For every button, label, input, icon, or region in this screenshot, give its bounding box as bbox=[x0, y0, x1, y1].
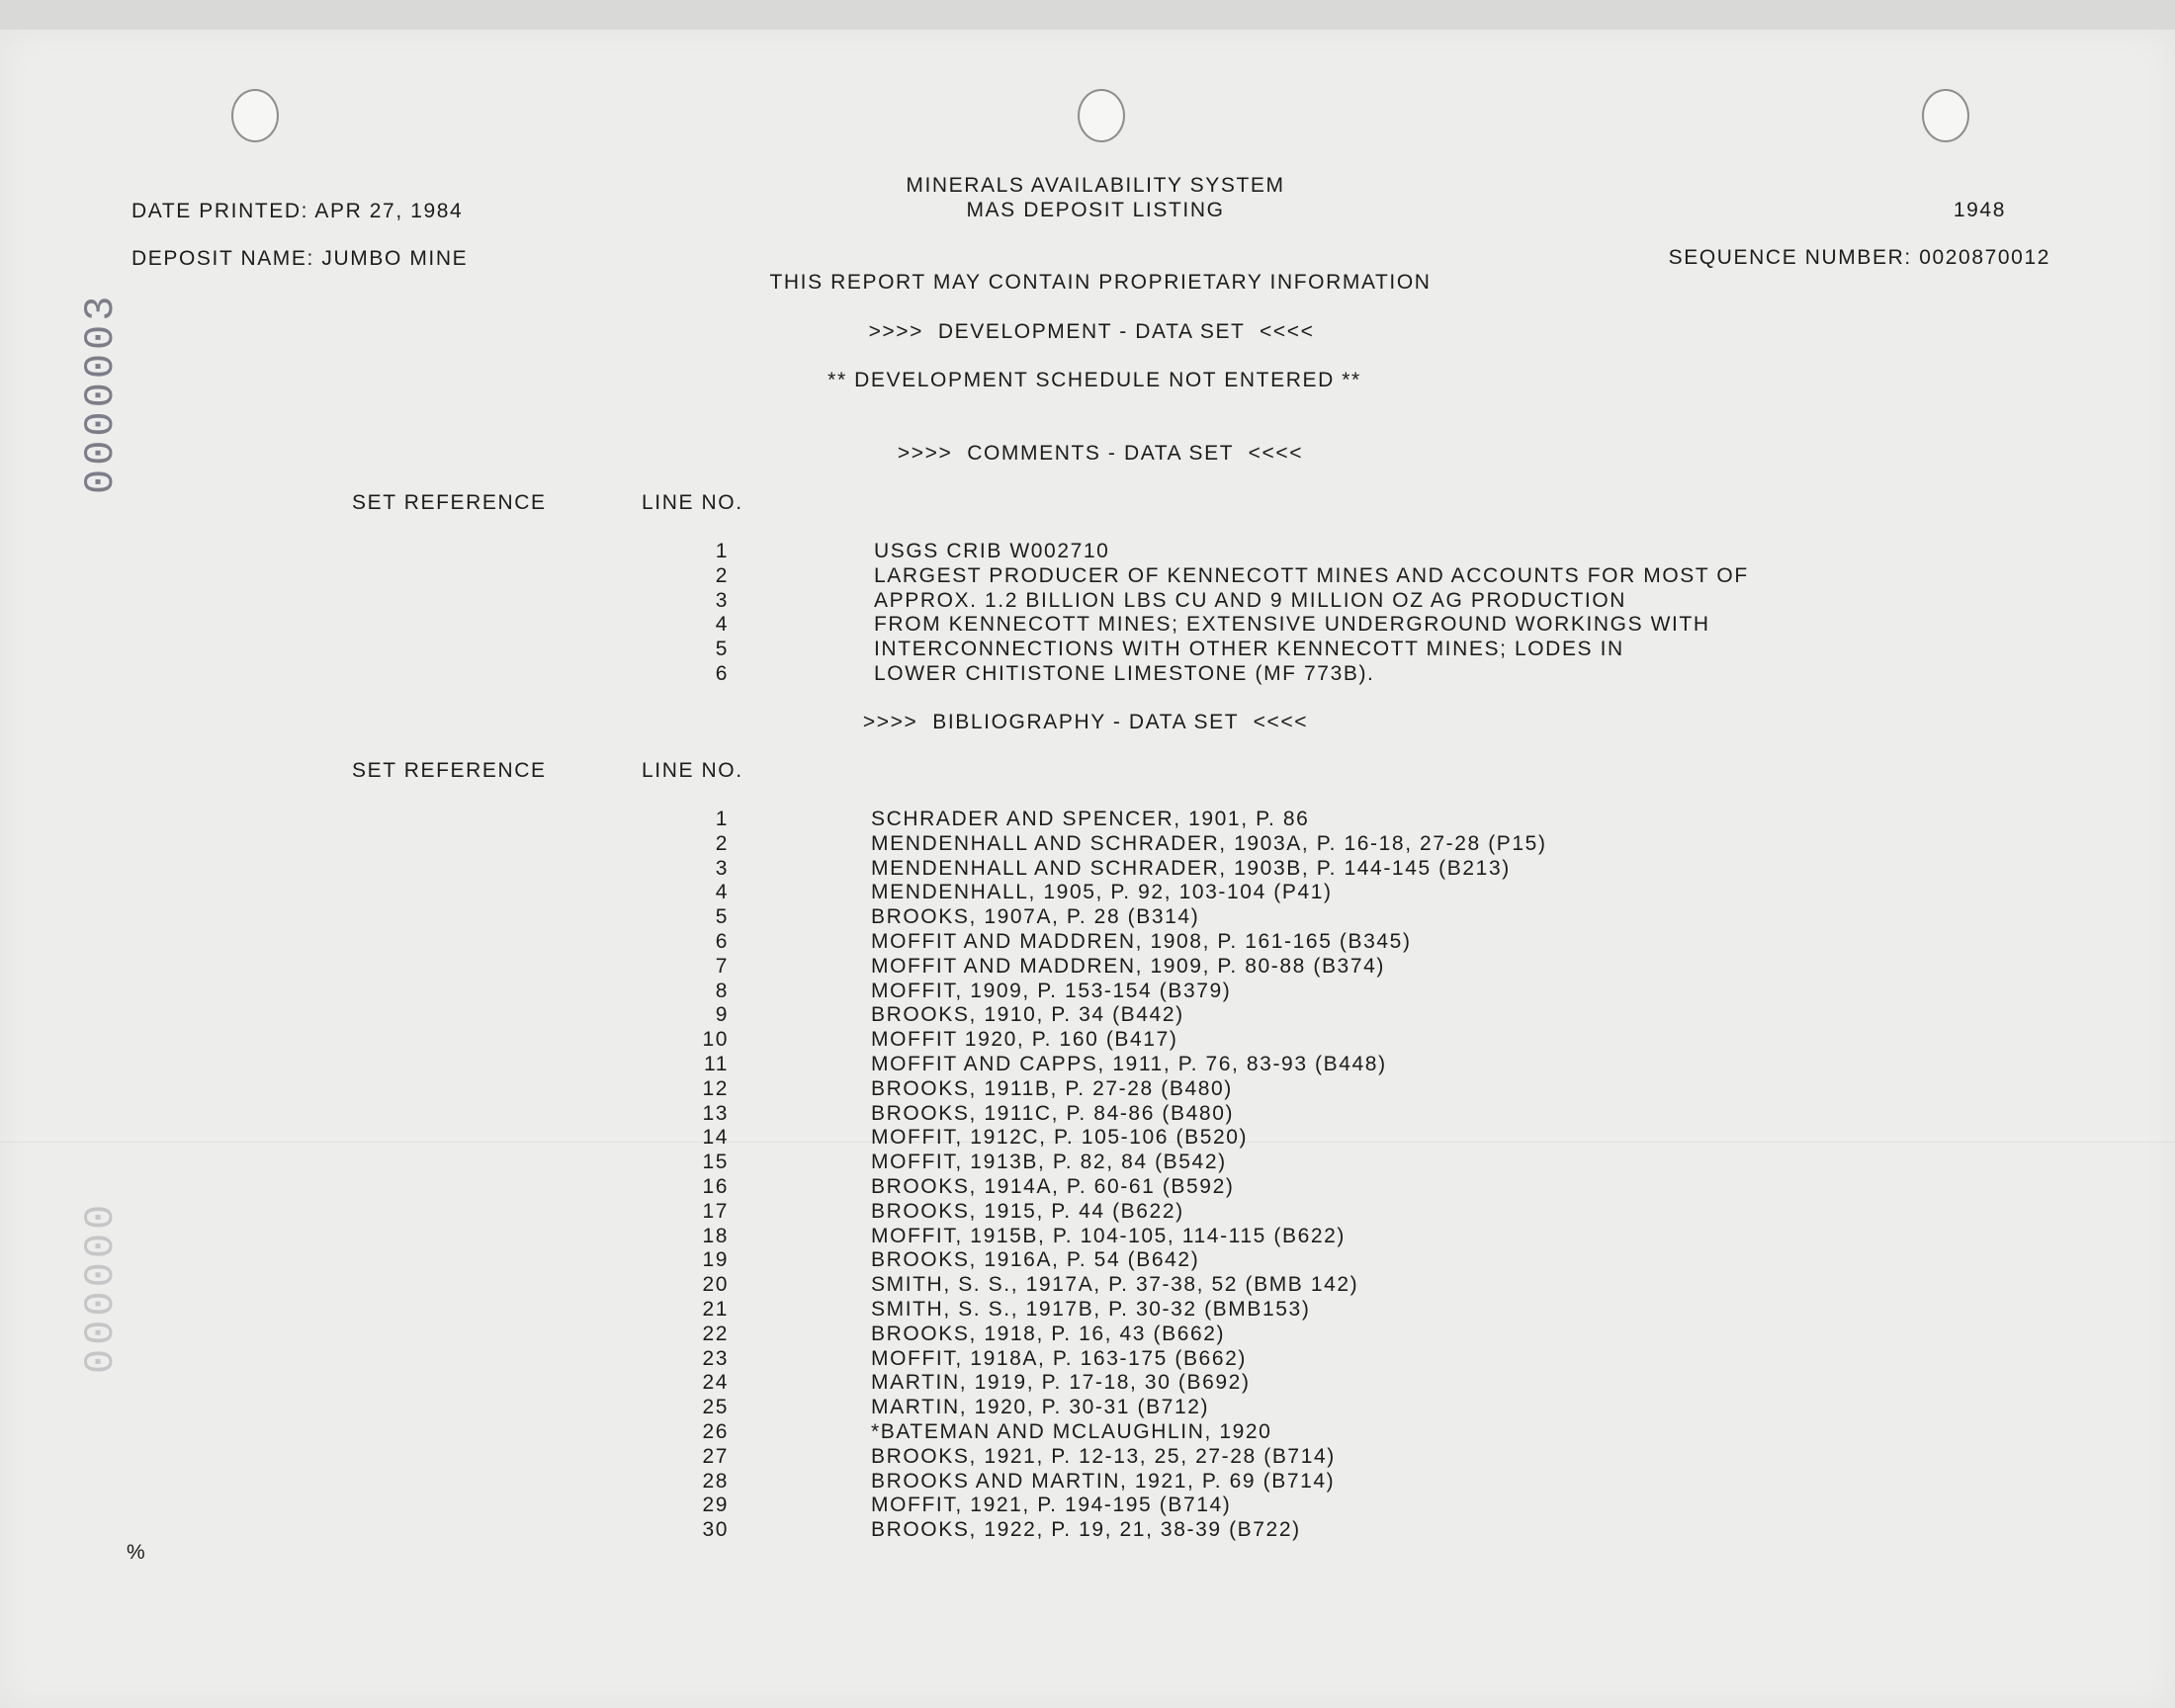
list-item bbox=[0, 1199, 2175, 1224]
line-number: 11 bbox=[704, 1052, 729, 1075]
line-text: FROM KENNECOTT MINES; EXTENSIVE UNDERGROUND WORKINGS WITH bbox=[874, 613, 1710, 637]
sequence-number: SEQUENCE NUMBER: 0020870012 bbox=[1668, 246, 2050, 269]
line-text: BROOKS, 1907A, P. 28 (B314) bbox=[871, 905, 1200, 929]
list-item bbox=[0, 1517, 2175, 1542]
line-text: SMITH, S. S., 1917B, P. 30-32 (BMB153) bbox=[871, 1297, 1311, 1321]
line-text: BROOKS, 1911B, P. 27-28 (B480) bbox=[871, 1076, 1233, 1100]
line-text: LARGEST PRODUCER OF KENNECOTT MINES AND ACCOUNTS FOR MOST OF bbox=[874, 563, 1749, 587]
line-number: 2 bbox=[715, 831, 729, 855]
line-number: 15 bbox=[702, 1151, 729, 1174]
list-item bbox=[0, 563, 2175, 588]
comments-heading: >>>> COMMENTS - DATA SET <<<< bbox=[897, 442, 1304, 465]
line-number: 17 bbox=[702, 1199, 729, 1223]
bibliography-col-line-no: LINE NO. bbox=[642, 759, 743, 782]
line-number: 26 bbox=[702, 1419, 729, 1443]
line-text: INTERCONNECTIONS WITH OTHER KENNECOTT MINES; LODES IN bbox=[874, 638, 1624, 661]
page-stamp: 0000003 bbox=[77, 292, 125, 494]
line-number: 4 bbox=[715, 613, 729, 637]
development-note: ** DEVELOPMENT SCHEDULE NOT ENTERED ** bbox=[827, 369, 1361, 391]
line-number: 23 bbox=[702, 1346, 729, 1370]
line-number: 13 bbox=[702, 1101, 729, 1125]
line-text: MENDENHALL AND SCHRADER, 1903A, P. 16-18, 27-28 (P15) bbox=[871, 831, 1547, 855]
list-item bbox=[0, 1076, 2175, 1101]
line-text: MOFFIT AND MADDREN, 1909, P. 80-88 (B374) bbox=[871, 954, 1385, 978]
line-text: MOFFIT AND CAPPS, 1911, P. 76, 83-93 (B448) bbox=[871, 1052, 1387, 1075]
bibliography-list bbox=[0, 807, 2175, 1542]
line-number: 14 bbox=[702, 1126, 729, 1150]
line-text: MOFFIT, 1918A, P. 163-175 (B662) bbox=[871, 1346, 1247, 1370]
line-number: 5 bbox=[715, 638, 729, 661]
line-text: MENDENHALL AND SCHRADER, 1903B, P. 144-145 (B213) bbox=[871, 856, 1511, 880]
listing-title: MAS DEPOSIT LISTING bbox=[966, 199, 1225, 221]
list-item bbox=[0, 1247, 2175, 1272]
line-text: BROOKS, 1911C, P. 84-86 (B480) bbox=[871, 1101, 1235, 1125]
line-text: BROOKS, 1910, P. 34 (B442) bbox=[871, 1003, 1184, 1027]
line-number: 12 bbox=[702, 1076, 729, 1100]
list-item bbox=[0, 856, 2175, 881]
line-number: 7 bbox=[715, 954, 729, 978]
line-text: MOFFIT, 1921, P. 194-195 (B714) bbox=[871, 1494, 1232, 1517]
line-text: MOFFIT, 1915B, P. 104-105, 114-115 (B622) bbox=[871, 1224, 1347, 1247]
comments-col-set-reference: SET REFERENCE bbox=[352, 491, 547, 514]
list-item bbox=[0, 1493, 2175, 1517]
line-text: BROOKS AND MARTIN, 1921, P. 69 (B714) bbox=[871, 1469, 1336, 1493]
list-item bbox=[0, 1101, 2175, 1126]
development-heading: >>>> DEVELOPMENT - DATA SET <<<< bbox=[868, 320, 1315, 343]
line-number: 25 bbox=[702, 1396, 729, 1419]
deposit-name: DEPOSIT NAME: JUMBO MINE bbox=[131, 247, 469, 270]
line-number: 3 bbox=[715, 856, 729, 880]
proprietary-notice: THIS REPORT MAY CONTAIN PROPRIETARY INFORMATION bbox=[769, 271, 1432, 294]
list-item bbox=[0, 904, 2175, 929]
line-number: 5 bbox=[715, 905, 729, 929]
list-item bbox=[0, 1224, 2175, 1248]
comments-list bbox=[0, 539, 2175, 686]
line-number: 24 bbox=[702, 1371, 729, 1395]
line-text: MARTIN, 1920, P. 30-31 (B712) bbox=[871, 1396, 1210, 1419]
comments-col-line-no: LINE NO. bbox=[642, 491, 743, 514]
list-item bbox=[0, 1322, 2175, 1346]
list-item bbox=[0, 1052, 2175, 1076]
bibliography-col-set-reference: SET REFERENCE bbox=[352, 759, 547, 782]
list-item bbox=[0, 807, 2175, 831]
line-number: 1 bbox=[715, 808, 729, 830]
list-item bbox=[0, 954, 2175, 979]
bibliography-heading: >>>> BIBLIOGRAPHY - DATA SET <<<< bbox=[862, 711, 1309, 733]
line-text: *BATEMAN AND MCLAUGHLIN, 1920 bbox=[871, 1419, 1272, 1443]
list-item bbox=[0, 1419, 2175, 1444]
line-number: 8 bbox=[715, 979, 729, 1002]
list-item bbox=[0, 929, 2175, 954]
list-item bbox=[0, 1444, 2175, 1469]
footer-mark: % bbox=[127, 1541, 147, 1564]
line-text: MOFFIT, 1909, P. 153-154 (B379) bbox=[871, 979, 1232, 1002]
line-text: MOFFIT 1920, P. 160 (B417) bbox=[871, 1028, 1178, 1052]
line-number: 4 bbox=[715, 881, 729, 904]
line-number: 3 bbox=[715, 588, 729, 612]
line-number: 30 bbox=[702, 1518, 729, 1542]
punch-hole bbox=[231, 89, 279, 142]
line-text: BROOKS, 1915, P. 44 (B622) bbox=[871, 1199, 1184, 1223]
list-item bbox=[0, 1027, 2175, 1052]
system-title: MINERALS AVAILABILITY SYSTEM bbox=[906, 174, 1285, 197]
list-item bbox=[0, 539, 2175, 563]
line-number: 21 bbox=[702, 1297, 729, 1321]
line-text: USGS CRIB W002710 bbox=[874, 540, 1110, 562]
punch-hole bbox=[1078, 89, 1125, 142]
list-item bbox=[0, 1297, 2175, 1322]
line-number: 29 bbox=[702, 1494, 729, 1517]
line-text: MOFFIT, 1913B, P. 82, 84 (B542) bbox=[871, 1151, 1227, 1174]
line-number: 9 bbox=[715, 1003, 729, 1027]
line-number: 19 bbox=[702, 1248, 729, 1272]
list-item bbox=[0, 1002, 2175, 1027]
list-item bbox=[0, 661, 2175, 686]
line-text: BROOKS, 1918, P. 16, 43 (B662) bbox=[871, 1322, 1226, 1345]
list-item bbox=[0, 1174, 2175, 1199]
line-number: 10 bbox=[702, 1028, 729, 1052]
line-text: BROOKS, 1916A, P. 54 (B642) bbox=[871, 1248, 1200, 1272]
list-item bbox=[0, 880, 2175, 904]
list-item bbox=[0, 1272, 2175, 1297]
line-number: 27 bbox=[702, 1444, 729, 1468]
list-item bbox=[0, 1346, 2175, 1371]
punch-hole bbox=[1922, 89, 1969, 142]
list-item bbox=[0, 588, 2175, 613]
list-item bbox=[0, 1150, 2175, 1174]
line-number: 20 bbox=[702, 1273, 729, 1297]
line-number: 22 bbox=[702, 1322, 729, 1345]
page-number: 1948 bbox=[1953, 199, 2006, 221]
list-item bbox=[0, 1395, 2175, 1419]
list-item bbox=[0, 831, 2175, 856]
line-number: 6 bbox=[715, 661, 729, 685]
line-text: BROOKS, 1922, P. 19, 21, 38-39 (B722) bbox=[871, 1518, 1301, 1542]
line-text: APPROX. 1.2 BILLION LBS CU AND 9 MILLION OZ AG PRODUCTION bbox=[874, 588, 1627, 612]
list-item bbox=[0, 612, 2175, 637]
line-text: SCHRADER AND SPENCER, 1901, P. 86 bbox=[871, 808, 1310, 830]
line-text: MENDENHALL, 1905, P. 92, 103-104 (P41) bbox=[871, 881, 1333, 904]
line-text: SMITH, S. S., 1917A, P. 37-38, 52 (BMB 142) bbox=[871, 1273, 1359, 1297]
line-text: BROOKS, 1921, P. 12-13, 25, 27-28 (B714) bbox=[871, 1444, 1336, 1468]
line-number: 18 bbox=[702, 1224, 729, 1247]
line-number: 16 bbox=[702, 1174, 729, 1198]
date-printed: DATE PRINTED: APR 27, 1984 bbox=[131, 200, 464, 222]
line-number: 28 bbox=[702, 1469, 729, 1493]
line-number: 6 bbox=[715, 929, 729, 953]
list-item bbox=[0, 1370, 2175, 1395]
line-number: 1 bbox=[715, 540, 729, 562]
line-number: 2 bbox=[715, 563, 729, 587]
line-text: MOFFIT, 1912C, P. 105-106 (B520) bbox=[871, 1126, 1249, 1150]
line-text: MOFFIT AND MADDREN, 1908, P. 161-165 (B345) bbox=[871, 929, 1412, 953]
page-stamp-faint: 000000 bbox=[77, 1200, 125, 1374]
list-item bbox=[0, 1125, 2175, 1150]
list-item bbox=[0, 1469, 2175, 1494]
list-item bbox=[0, 637, 2175, 661]
line-text: LOWER CHITISTONE LIMESTONE (MF 773B). bbox=[874, 661, 1375, 685]
line-text: BROOKS, 1914A, P. 60-61 (B592) bbox=[871, 1174, 1235, 1198]
list-item bbox=[0, 979, 2175, 1003]
line-text: MARTIN, 1919, P. 17-18, 30 (B692) bbox=[871, 1371, 1251, 1395]
